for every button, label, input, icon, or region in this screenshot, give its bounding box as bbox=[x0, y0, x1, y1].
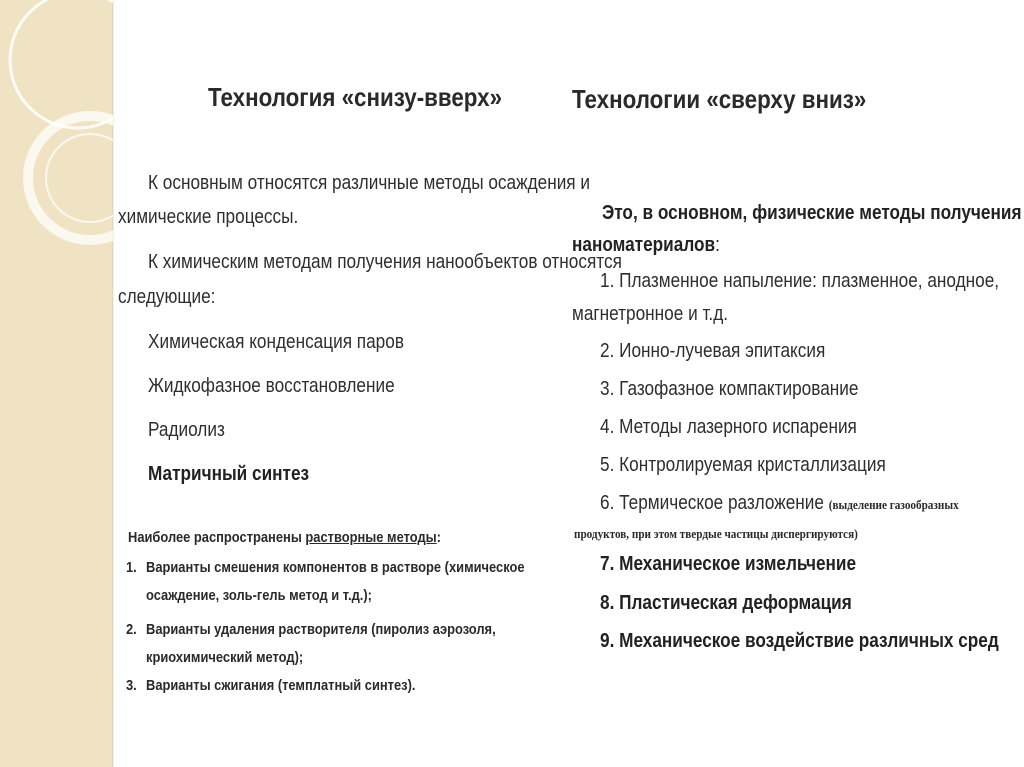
left-method-item: Жидкофазное восстановление bbox=[148, 375, 395, 397]
note-item-line: криохимический метод); bbox=[146, 649, 304, 666]
left-para2-line2: следующие: bbox=[118, 286, 216, 308]
note-item-line: Варианты смешения компонентов в растворе (химическое bbox=[146, 559, 525, 576]
right-item-bold: 8. Пластическая деформация bbox=[600, 592, 852, 614]
right-intro-line1: Это, в основном, физические методы получения bbox=[602, 202, 1022, 224]
decorative-circles bbox=[0, 0, 160, 300]
left-para1-line1: К основным относятся различные методы осаждения и bbox=[148, 172, 591, 194]
note-item-line: осаждение, золь-гель метод и т.д.); bbox=[146, 587, 372, 604]
left-para2-line1: К химическим методам получения нанообъектов относятся bbox=[148, 251, 622, 273]
slide-edge bbox=[113, 0, 114, 767]
note-item-line: Варианты удаления растворителя (пиролиз аэрозоля, bbox=[146, 621, 496, 638]
right-item: 4. Методы лазерного испарения bbox=[600, 416, 857, 438]
left-method-item-bold: Матричный синтез bbox=[148, 463, 310, 485]
right-item-6: 6. Термическое разложение (выделение газообразных bbox=[600, 492, 959, 514]
right-item-bold: 7. Механическое измельчение bbox=[600, 553, 857, 575]
left-method-item: Химическая конденсация паров bbox=[148, 331, 404, 353]
left-para1-line2: химические процессы. bbox=[118, 206, 299, 228]
note-item-line: Варианты сжигания (темплатный синтез). bbox=[146, 677, 416, 694]
right-item-bold: 9. Механическое воздействие различных сред bbox=[600, 630, 999, 652]
right-item-line: 1. Плазменное напыление: плазменное, анодное, bbox=[600, 270, 1000, 292]
left-method-item: Радиолиз bbox=[148, 419, 225, 441]
right-item-line: магнетронное и т.д. bbox=[572, 303, 729, 325]
right-intro-line2: наноматериалов: bbox=[572, 234, 720, 256]
right-heading: Технологии «сверху вниз» bbox=[572, 84, 867, 114]
left-heading: Технология «снизу-вверх» bbox=[208, 82, 503, 112]
note-item-number: 2. bbox=[126, 621, 137, 638]
right-item: 3. Газофазное компактирование bbox=[600, 378, 859, 400]
right-item: 2. Ионно-лучевая эпитаксия bbox=[600, 340, 826, 362]
note-item-number: 3. bbox=[126, 677, 137, 694]
note-item-number: 1. bbox=[126, 559, 137, 576]
decor-circle-large bbox=[10, 0, 146, 128]
right-item-6-note: продуктов, при этом твердые частицы диспергируются) bbox=[574, 526, 858, 541]
left-note-heading: Наиболее распространены растворные методы: bbox=[128, 529, 441, 546]
right-item: 5. Контролируемая кристаллизация bbox=[600, 454, 886, 476]
